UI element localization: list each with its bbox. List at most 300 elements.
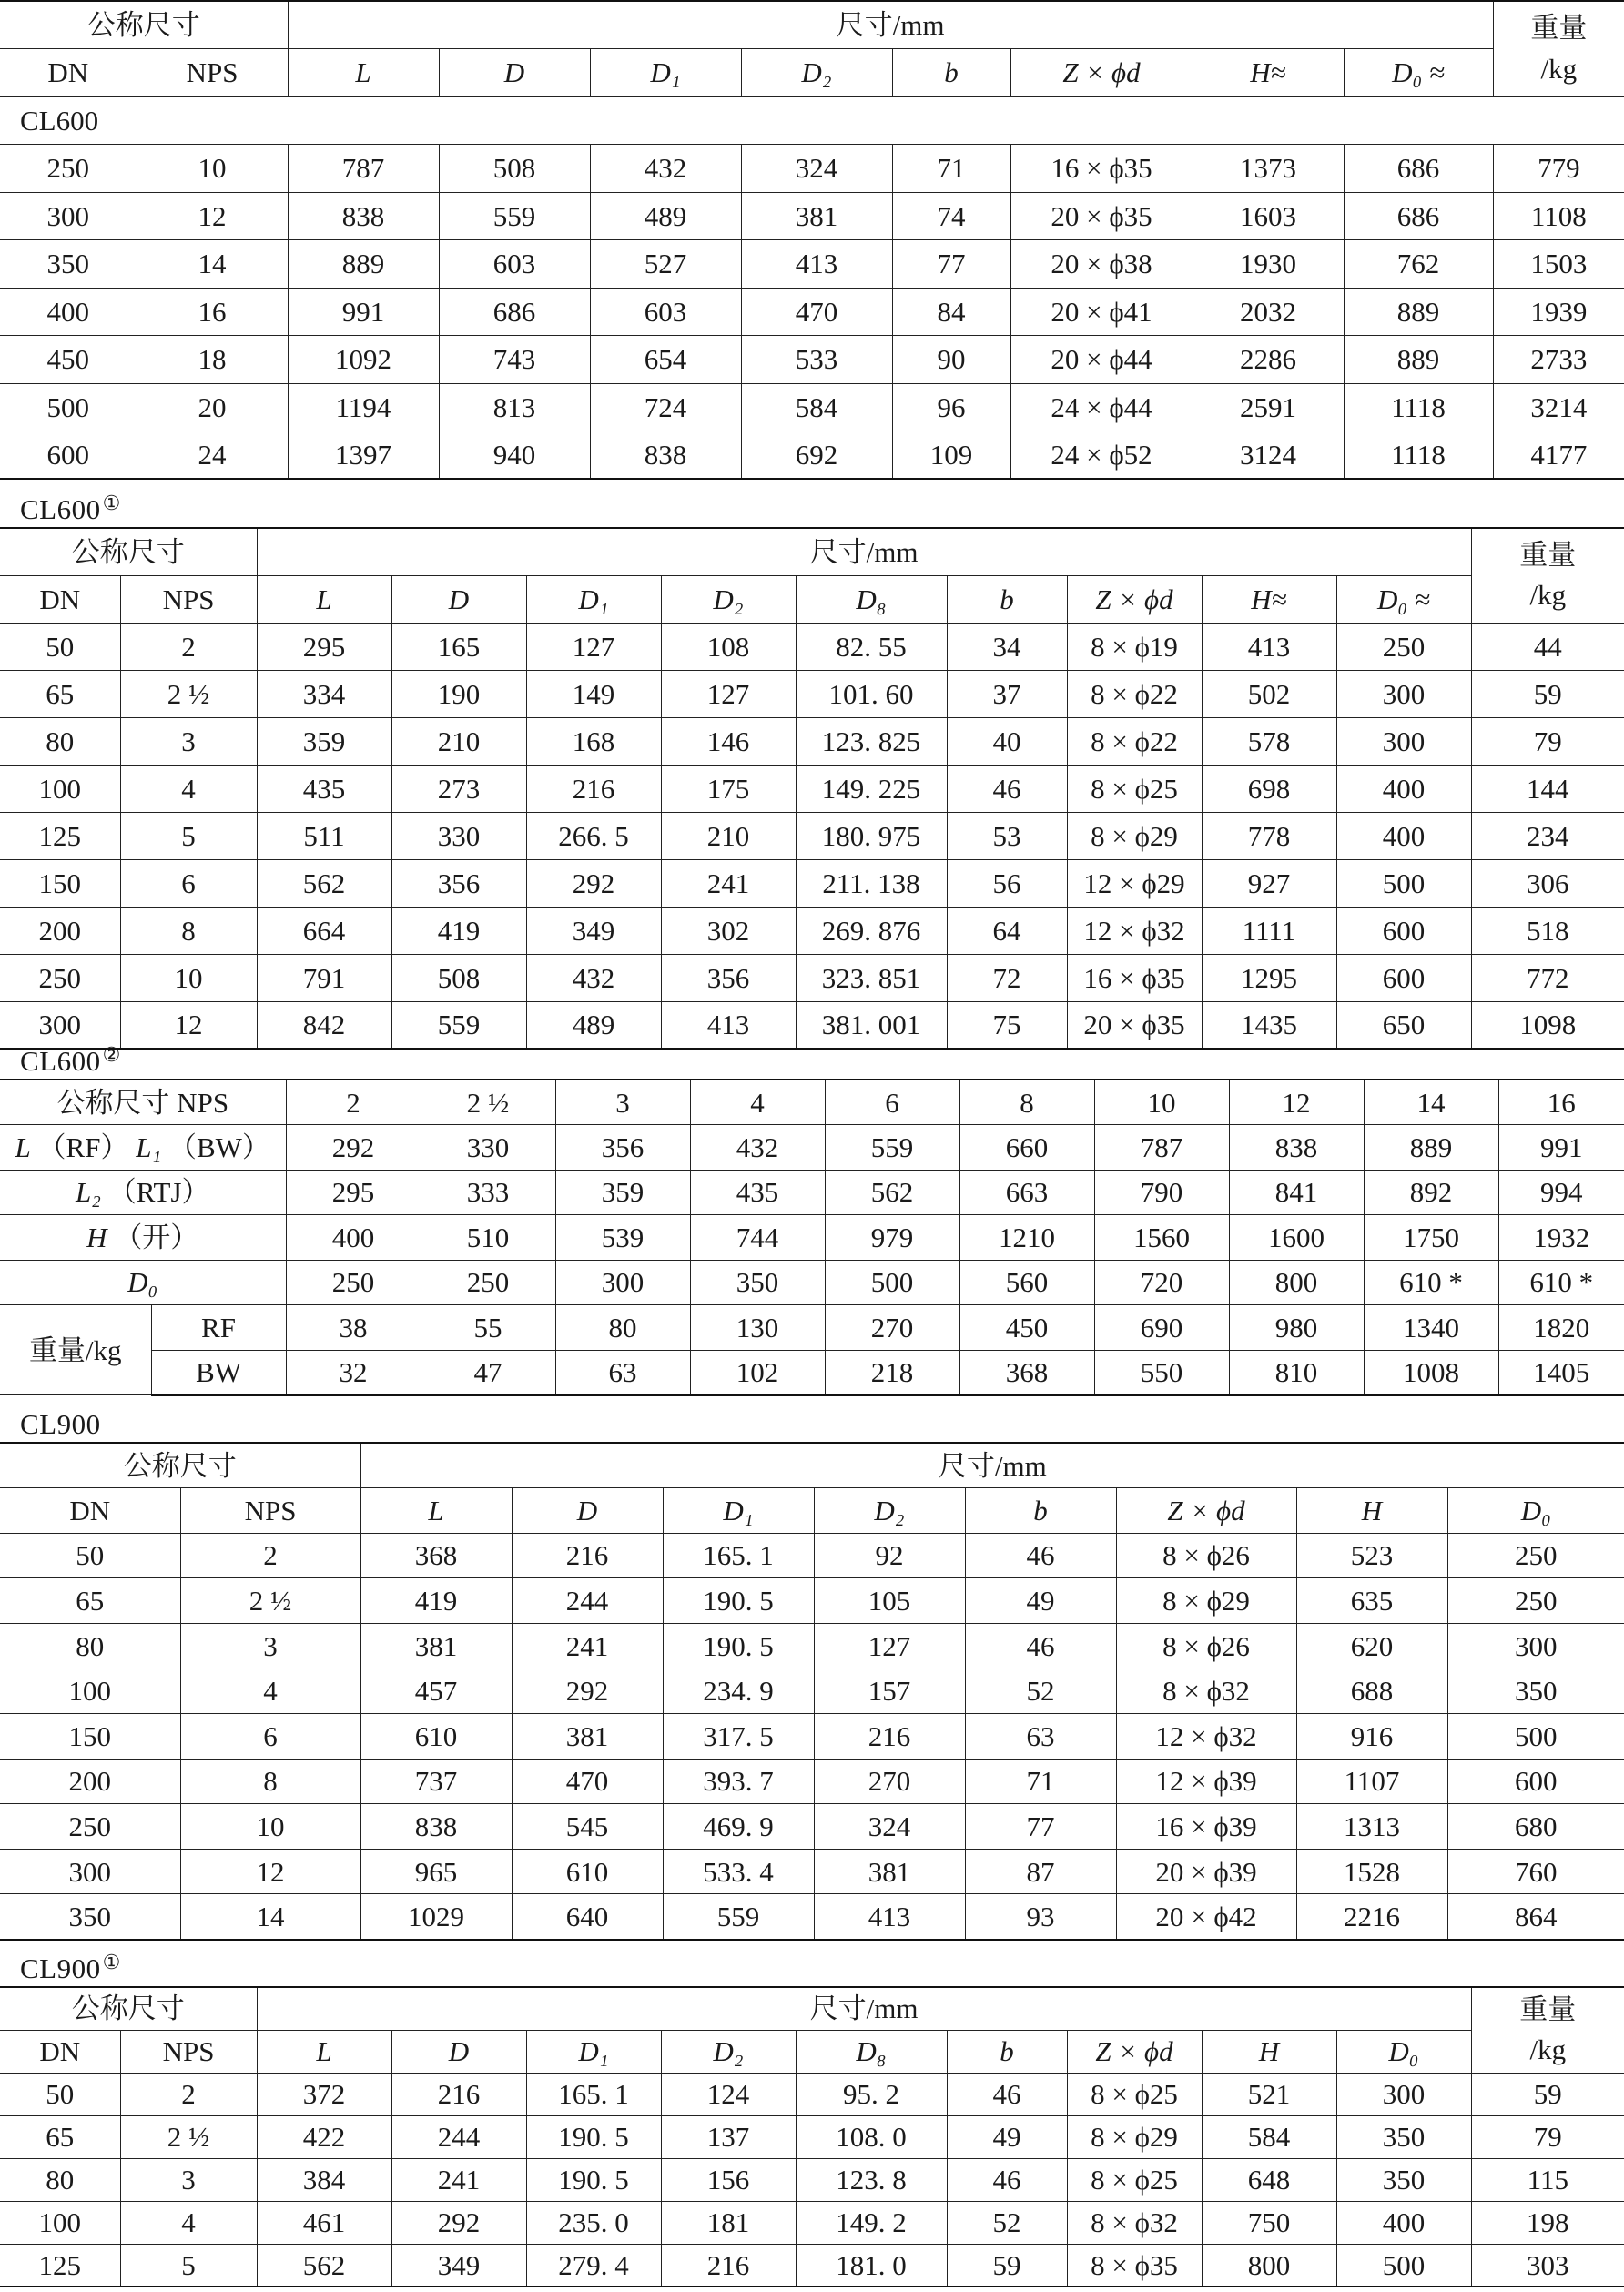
table-cell: 8 × ϕ35 bbox=[1067, 2244, 1202, 2287]
table-cell: 800 bbox=[1202, 2244, 1336, 2287]
dimension-label: D₀ bbox=[0, 1260, 286, 1305]
table-cell: 20 × ϕ42 bbox=[1116, 1894, 1296, 1940]
table-cell: 190. 5 bbox=[663, 1623, 814, 1668]
table-cell: 292 bbox=[391, 2201, 526, 2244]
table-cell: 965 bbox=[360, 1849, 512, 1894]
table-cell: 157 bbox=[814, 1668, 965, 1714]
table-cell: 680 bbox=[1447, 1804, 1624, 1850]
table-cell: 12 bbox=[137, 192, 288, 240]
table-cell: 640 bbox=[512, 1894, 663, 1940]
table-cell: 539 bbox=[555, 1215, 690, 1261]
weight-header: 重量 /kg bbox=[1493, 1, 1624, 96]
table-cell: 55 bbox=[421, 1305, 555, 1351]
nps-value: 12 bbox=[1229, 1080, 1364, 1125]
table-cell: 368 bbox=[959, 1350, 1094, 1395]
table-cell: 295 bbox=[257, 623, 391, 670]
table-cell: 779 bbox=[1493, 145, 1624, 193]
column-header: D₀ ≈ bbox=[1344, 49, 1493, 97]
table-cell: 200 bbox=[0, 907, 120, 954]
table-cell: 500 bbox=[1336, 2244, 1471, 2287]
table-cell: 130 bbox=[690, 1305, 825, 1351]
table-cell: 244 bbox=[391, 2115, 526, 2158]
table-row bbox=[0, 1894, 1624, 1940]
table-cell: 96 bbox=[892, 383, 1010, 431]
table-cell: 8 × ϕ32 bbox=[1116, 1668, 1296, 1714]
table-cell: 603 bbox=[439, 240, 590, 289]
table-cell: 2591 bbox=[1193, 383, 1344, 431]
table-cell: 4 bbox=[180, 1668, 360, 1714]
column-header-row bbox=[0, 1488, 1624, 1534]
table-cell: 317. 5 bbox=[663, 1714, 814, 1760]
table-cell: 149. 2 bbox=[796, 2201, 947, 2244]
table-cell: 300 bbox=[555, 1260, 690, 1305]
table-cell: 356 bbox=[661, 954, 796, 1001]
table-cell: 533 bbox=[741, 336, 892, 384]
table-cell: 10 bbox=[120, 954, 257, 1001]
column-header: D₁ bbox=[526, 575, 661, 623]
table-cell: 12 bbox=[120, 1001, 257, 1049]
column-header: NPS bbox=[120, 575, 257, 623]
table-cell: 56 bbox=[947, 859, 1067, 907]
table-row bbox=[0, 812, 1624, 859]
table-cell: 12 × ϕ32 bbox=[1116, 1714, 1296, 1760]
table-cell: 842 bbox=[257, 1001, 391, 1049]
table-cell: 889 bbox=[288, 240, 439, 289]
table-cell: 198 bbox=[1471, 2201, 1624, 2244]
table-cell: 175 bbox=[661, 765, 796, 812]
table-cell: 20 × ϕ44 bbox=[1010, 336, 1193, 384]
table-cell: 3 bbox=[120, 2158, 257, 2201]
table-cell: 578 bbox=[1202, 717, 1336, 765]
table-row bbox=[0, 765, 1624, 812]
table-cell: 300 bbox=[1336, 670, 1471, 717]
table-cell: 46 bbox=[965, 1623, 1116, 1668]
table-cell: 489 bbox=[590, 192, 741, 240]
table-row bbox=[0, 2115, 1624, 2158]
table-cell: 980 bbox=[1229, 1305, 1364, 1351]
table-cell: 356 bbox=[391, 859, 526, 907]
dimension-row bbox=[0, 1125, 1624, 1171]
column-header: DN bbox=[0, 575, 120, 623]
table-cell: 334 bbox=[257, 670, 391, 717]
dimension-row bbox=[0, 1215, 1624, 1261]
size-mm-header: 尺寸/mm bbox=[257, 1987, 1471, 2030]
table-cell: 216 bbox=[526, 765, 661, 812]
table-cell: 1405 bbox=[1498, 1350, 1624, 1395]
section-label-cl600-2: CL600② bbox=[20, 1043, 121, 1077]
table-cell: 190 bbox=[391, 670, 526, 717]
header-row bbox=[0, 1443, 1624, 1488]
table-cell: 1008 bbox=[1364, 1350, 1498, 1395]
table-cell: 620 bbox=[1296, 1623, 1447, 1668]
column-header: Z × ϕd bbox=[1067, 2030, 1202, 2073]
table-cell: 3124 bbox=[1193, 431, 1344, 480]
table-cell: 991 bbox=[1498, 1125, 1624, 1171]
table-cell: 1313 bbox=[1296, 1804, 1447, 1850]
table-cell: 778 bbox=[1202, 812, 1336, 859]
table-cell: 724 bbox=[590, 383, 741, 431]
table-cell: 413 bbox=[1202, 623, 1336, 670]
table-cell: 381 bbox=[512, 1714, 663, 1760]
table-cell: 10 bbox=[180, 1804, 360, 1850]
nps-value: 14 bbox=[1364, 1080, 1498, 1125]
table-cell: 216 bbox=[661, 2244, 796, 2287]
table-cell: 737 bbox=[360, 1759, 512, 1804]
table-cell: 559 bbox=[439, 192, 590, 240]
column-header: H bbox=[1202, 2030, 1336, 2073]
table-cl600-note1 bbox=[0, 527, 1624, 1050]
column-header: H bbox=[1296, 1488, 1447, 1534]
table-cell: 1098 bbox=[1471, 1001, 1624, 1049]
table-cell: 306 bbox=[1471, 859, 1624, 907]
table-cell: 12 × ϕ32 bbox=[1067, 907, 1202, 954]
table-cell: 489 bbox=[526, 1001, 661, 1049]
table-cell: 2 bbox=[120, 2073, 257, 2115]
table-cell: 2216 bbox=[1296, 1894, 1447, 1940]
table-cell: 156 bbox=[661, 2158, 796, 2201]
table-cell: 400 bbox=[0, 288, 137, 336]
table-row bbox=[0, 623, 1624, 670]
table-cell: 1194 bbox=[288, 383, 439, 431]
table-cell: 234 bbox=[1471, 812, 1624, 859]
table-cell: 2 ½ bbox=[180, 1578, 360, 1624]
table-cell: 400 bbox=[1336, 765, 1471, 812]
table-cell: 813 bbox=[439, 383, 590, 431]
table-cell: 688 bbox=[1296, 1668, 1447, 1714]
table-row bbox=[0, 1623, 1624, 1668]
weight-header: 重量 /kg bbox=[1471, 1987, 1624, 2073]
column-header: D₈ bbox=[796, 575, 947, 623]
table-cell: 762 bbox=[1344, 240, 1493, 289]
column-header: DN bbox=[0, 2030, 120, 2073]
table-cell: 79 bbox=[1471, 2115, 1624, 2158]
table-cell: 250 bbox=[286, 1260, 421, 1305]
table-cell: 123. 8 bbox=[796, 2158, 947, 2201]
table-cell: 105 bbox=[814, 1578, 965, 1624]
table-cell: 63 bbox=[555, 1350, 690, 1395]
table-cell: 422 bbox=[257, 2115, 391, 2158]
column-header: NPS bbox=[180, 1488, 360, 1534]
class-label: CL600 bbox=[0, 96, 1624, 145]
table-cell: 559 bbox=[391, 1001, 526, 1049]
table-cell: 350 bbox=[1447, 1668, 1624, 1714]
table-cell: 4 bbox=[120, 765, 257, 812]
table-cell: 8 × ϕ29 bbox=[1067, 812, 1202, 859]
table-cell: 330 bbox=[421, 1125, 555, 1171]
table-cell: 2 bbox=[120, 623, 257, 670]
table-cell: 4 bbox=[120, 2201, 257, 2244]
table-row bbox=[0, 383, 1624, 431]
table-row bbox=[0, 336, 1624, 384]
table-cell: 1340 bbox=[1364, 1305, 1498, 1351]
table-cell: 218 bbox=[825, 1350, 959, 1395]
table-cell: 787 bbox=[1094, 1125, 1229, 1171]
table-cell: 1435 bbox=[1202, 1001, 1336, 1049]
table-row bbox=[0, 1804, 1624, 1850]
table-cell: 686 bbox=[1344, 192, 1493, 240]
table-cell: 664 bbox=[257, 907, 391, 954]
nps-value: 4 bbox=[690, 1080, 825, 1125]
dimension-label: L （RF） L₁ （BW） bbox=[0, 1125, 286, 1171]
size-mm-header: 尺寸/mm bbox=[360, 1443, 1624, 1488]
table-cell: 650 bbox=[1336, 1001, 1471, 1049]
table-cell: 1092 bbox=[288, 336, 439, 384]
table-cell: 533. 4 bbox=[663, 1849, 814, 1894]
nps-value: 2 bbox=[286, 1080, 421, 1125]
table-cell: 46 bbox=[947, 2158, 1067, 2201]
table-cell: 324 bbox=[814, 1804, 965, 1850]
table-cell: 49 bbox=[947, 2115, 1067, 2158]
table-cell: 20 × ϕ35 bbox=[1010, 192, 1193, 240]
table-cell: 603 bbox=[590, 288, 741, 336]
table-cell: 698 bbox=[1202, 765, 1336, 812]
column-header-row bbox=[0, 575, 1624, 623]
column-header: D₂ bbox=[661, 575, 796, 623]
table-cell: 87 bbox=[965, 1849, 1116, 1894]
table-cell: 523 bbox=[1296, 1533, 1447, 1578]
table-row bbox=[0, 907, 1624, 954]
table-cell: 994 bbox=[1498, 1170, 1624, 1215]
header-row bbox=[0, 1987, 1624, 2030]
table-cell: 300 bbox=[1336, 2073, 1471, 2115]
column-header: D bbox=[391, 2030, 526, 2073]
table-cell: 500 bbox=[0, 383, 137, 431]
table-cell: 743 bbox=[439, 336, 590, 384]
table-cell: 46 bbox=[947, 765, 1067, 812]
table-cell: 241 bbox=[391, 2158, 526, 2201]
dimension-label: L₂ （RTJ） bbox=[0, 1170, 286, 1215]
table-cell: 82. 55 bbox=[796, 623, 947, 670]
table-cell: 419 bbox=[391, 907, 526, 954]
table-cell: 63 bbox=[965, 1714, 1116, 1760]
size-mm-header: 尺寸/mm bbox=[257, 528, 1471, 575]
table-cell: 295 bbox=[286, 1170, 421, 1215]
table-cell: 450 bbox=[0, 336, 137, 384]
table-cell: 435 bbox=[690, 1170, 825, 1215]
column-header: L bbox=[257, 2030, 391, 2073]
table-cell: 79 bbox=[1471, 717, 1624, 765]
table-cell: 889 bbox=[1344, 336, 1493, 384]
table-row bbox=[0, 670, 1624, 717]
table-cell: 508 bbox=[391, 954, 526, 1001]
table-cell: 2 ½ bbox=[120, 2115, 257, 2158]
table-cell: 5 bbox=[120, 2244, 257, 2287]
table-row bbox=[0, 1849, 1624, 1894]
table-cell: 52 bbox=[965, 1668, 1116, 1714]
column-header: b bbox=[947, 2030, 1067, 2073]
table-cell: 80 bbox=[0, 1623, 180, 1668]
table-row bbox=[0, 192, 1624, 240]
header-row bbox=[0, 1, 1624, 49]
table-cell: 2733 bbox=[1493, 336, 1624, 384]
table-row bbox=[0, 2158, 1624, 2201]
table-cell: 269. 876 bbox=[796, 907, 947, 954]
table-cell: 292 bbox=[286, 1125, 421, 1171]
table-cell: 838 bbox=[1229, 1125, 1364, 1171]
section-label-cl900: CL900 bbox=[20, 1408, 101, 1440]
table-cell: 350 bbox=[690, 1260, 825, 1305]
table-cell: 20 × ϕ35 bbox=[1067, 1001, 1202, 1049]
table-cell: 18 bbox=[137, 336, 288, 384]
table-cell: 720 bbox=[1094, 1260, 1229, 1305]
table-cell: 165 bbox=[391, 623, 526, 670]
nps-header-row bbox=[0, 1080, 1624, 1125]
table-cell: 109 bbox=[892, 431, 1010, 480]
table-cell: 8 × ϕ26 bbox=[1116, 1623, 1296, 1668]
table-cell: 744 bbox=[690, 1215, 825, 1261]
table-cell: 24 × ϕ52 bbox=[1010, 431, 1193, 480]
table-cell: 927 bbox=[1202, 859, 1336, 907]
table-cell: 210 bbox=[391, 717, 526, 765]
column-header: D₁ bbox=[526, 2030, 661, 2073]
table-cell: 59 bbox=[947, 2244, 1067, 2287]
column-header: D bbox=[439, 49, 590, 97]
table-cell: 14 bbox=[137, 240, 288, 289]
table-cell: 71 bbox=[892, 145, 1010, 193]
table-cell: 324 bbox=[741, 145, 892, 193]
column-header: H≈ bbox=[1193, 49, 1344, 97]
table-cell: 50 bbox=[0, 2073, 120, 2115]
column-header: DN bbox=[0, 1488, 180, 1534]
nps-value: 8 bbox=[959, 1080, 1094, 1125]
table-cell: 560 bbox=[959, 1260, 1094, 1305]
table-cell: 8 × ϕ29 bbox=[1067, 2115, 1202, 2158]
table-cell: 8 × ϕ25 bbox=[1067, 765, 1202, 812]
table-cell: 250 bbox=[0, 145, 137, 193]
table-cell: 527 bbox=[590, 240, 741, 289]
section-label-cl900-1: CL900① bbox=[20, 1951, 121, 1984]
table-cell: 1373 bbox=[1193, 145, 1344, 193]
table-cell: 1108 bbox=[1493, 192, 1624, 240]
table-cell: 562 bbox=[257, 2244, 391, 2287]
table-cell: 216 bbox=[512, 1533, 663, 1578]
table-cell: 660 bbox=[959, 1125, 1094, 1171]
column-header: D₀ bbox=[1336, 2030, 1471, 2073]
table-cell: 12 × ϕ39 bbox=[1116, 1759, 1296, 1804]
table-cell: 65 bbox=[0, 2115, 120, 2158]
table-cell: 654 bbox=[590, 336, 741, 384]
weight-header: 重量 /kg bbox=[1471, 528, 1624, 623]
table-cell: 216 bbox=[391, 2073, 526, 2115]
table-cell: 127 bbox=[526, 623, 661, 670]
table-cell: 1603 bbox=[1193, 192, 1344, 240]
nps-value: 10 bbox=[1094, 1080, 1229, 1125]
table-cl900 bbox=[0, 1442, 1624, 1941]
column-header-row bbox=[0, 49, 1624, 97]
table-cell: 49 bbox=[965, 1578, 1116, 1624]
table-row bbox=[0, 954, 1624, 1001]
table-cell: 838 bbox=[360, 1804, 512, 1850]
table-row bbox=[0, 859, 1624, 907]
table-cell: 95. 2 bbox=[796, 2073, 947, 2115]
table-cell: 1750 bbox=[1364, 1215, 1498, 1261]
nominal-size-header: 公称尺寸 bbox=[0, 1987, 257, 2030]
table-cell: 1210 bbox=[959, 1215, 1094, 1261]
table-cell: 686 bbox=[439, 288, 590, 336]
table-cell: 838 bbox=[590, 431, 741, 480]
table-cell: 8 × ϕ29 bbox=[1116, 1578, 1296, 1624]
table-cell: 146 bbox=[661, 717, 796, 765]
table-cell: 279. 4 bbox=[526, 2244, 661, 2287]
column-header: DN bbox=[0, 49, 137, 97]
table-cell: 34 bbox=[947, 623, 1067, 670]
table-cell: 359 bbox=[555, 1170, 690, 1215]
table-cell: 200 bbox=[0, 1759, 180, 1804]
column-header: b bbox=[947, 575, 1067, 623]
table-cell: 8 × ϕ26 bbox=[1116, 1533, 1296, 1578]
table-row bbox=[0, 2073, 1624, 2115]
weight-row bbox=[0, 1305, 1624, 1351]
table-cell: 100 bbox=[0, 1668, 180, 1714]
table-cell: 300 bbox=[1336, 717, 1471, 765]
table-cell: 864 bbox=[1447, 1894, 1624, 1940]
column-header: D bbox=[391, 575, 526, 623]
table-cell: 368 bbox=[360, 1533, 512, 1578]
table-cell: 381 bbox=[360, 1623, 512, 1668]
nps-value: 6 bbox=[825, 1080, 959, 1125]
table-cell: 59 bbox=[1471, 2073, 1624, 2115]
table-cell: 1932 bbox=[1498, 1215, 1624, 1261]
table-cell: 559 bbox=[825, 1125, 959, 1171]
table-cell: 8 bbox=[180, 1759, 360, 1804]
table-cell: 75 bbox=[947, 1001, 1067, 1049]
table-cell: 250 bbox=[421, 1260, 555, 1305]
weight-label: 重量/kg bbox=[0, 1305, 151, 1395]
table-row bbox=[0, 1714, 1624, 1760]
table-cell: 841 bbox=[1229, 1170, 1364, 1215]
table-cell: 1397 bbox=[288, 431, 439, 480]
table-cell: 979 bbox=[825, 1215, 959, 1261]
column-header: D₀ ≈ bbox=[1336, 575, 1471, 623]
table-cell: 1820 bbox=[1498, 1305, 1624, 1351]
column-header: L bbox=[257, 575, 391, 623]
table-cell: 20 bbox=[137, 383, 288, 431]
table-cell: 250 bbox=[1336, 623, 1471, 670]
table-cell: 102 bbox=[690, 1350, 825, 1395]
dimension-row bbox=[0, 1170, 1624, 1215]
table-cell: 648 bbox=[1202, 2158, 1336, 2201]
table-cell: 610 * bbox=[1364, 1260, 1498, 1305]
table-cell: 59 bbox=[1471, 670, 1624, 717]
nominal-size-header: 公称尺寸 bbox=[0, 1, 288, 49]
table-cell: 889 bbox=[1364, 1125, 1498, 1171]
column-header: NPS bbox=[120, 2030, 257, 2073]
table-cell: 435 bbox=[257, 765, 391, 812]
table-cell: 2286 bbox=[1193, 336, 1344, 384]
table-cell: 303 bbox=[1471, 2244, 1624, 2287]
table-cell: 381 bbox=[814, 1849, 965, 1894]
table-cell: 50 bbox=[0, 623, 120, 670]
table-cell: 1560 bbox=[1094, 1215, 1229, 1261]
weight-type: BW bbox=[151, 1350, 286, 1395]
table-cell: 508 bbox=[439, 145, 590, 193]
column-header: D₂ bbox=[661, 2030, 796, 2073]
table-cell: 292 bbox=[526, 859, 661, 907]
table-cell: 115 bbox=[1471, 2158, 1624, 2201]
column-header: Z × ϕd bbox=[1067, 575, 1202, 623]
table-row bbox=[0, 431, 1624, 480]
table-cell: 250 bbox=[1447, 1578, 1624, 1624]
table-cell: 600 bbox=[1447, 1759, 1624, 1804]
table-cell: 1600 bbox=[1229, 1215, 1364, 1261]
table-cell: 16 bbox=[137, 288, 288, 336]
table-cell: 150 bbox=[0, 1714, 180, 1760]
table-cell: 750 bbox=[1202, 2201, 1336, 2244]
table-cell: 663 bbox=[959, 1170, 1094, 1215]
table-cell: 610 * bbox=[1498, 1260, 1624, 1305]
table-cell: 71 bbox=[965, 1759, 1116, 1804]
table-cell: 190. 5 bbox=[526, 2158, 661, 2201]
